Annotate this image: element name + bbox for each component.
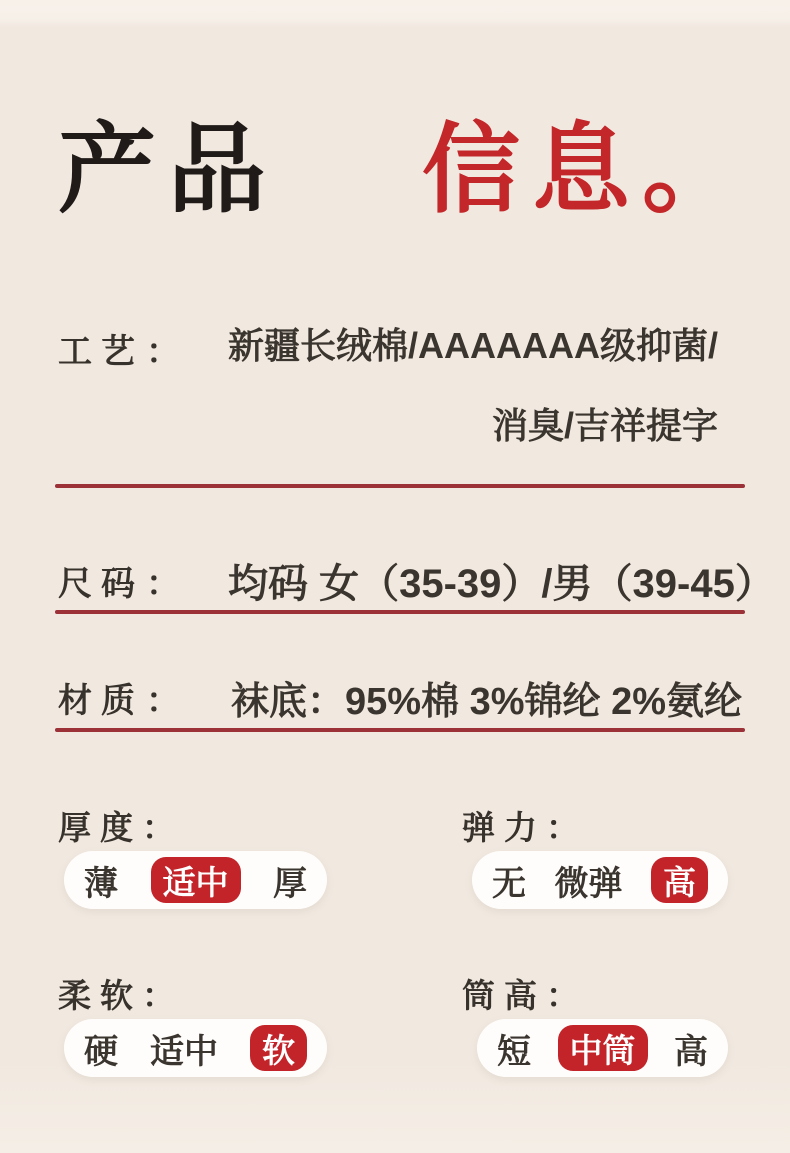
softness-label-colon: ： [142,977,175,1014]
elasticity-options-pill [472,851,728,909]
title-red-text: 信息。 [421,114,752,224]
craft-label-colon: ： [146,333,180,371]
thickness-label-text: 厚度 [58,809,142,846]
tube-height-option-short: 短 [497,1032,531,1071]
elasticity-option-none: 无 [492,864,526,903]
spec-row-material [58,670,745,725]
size-label-colon: ： [146,565,180,603]
tube-height-option-mid-selected-badge: 中筒 [558,1025,648,1071]
elasticity-option-slight: 微弹 [554,864,623,903]
tube-height-label-colon: ： [546,977,579,1014]
softness-label-text: 柔软 [58,977,142,1014]
thickness-option-thin: 薄 [84,864,118,903]
spec-row-craft [58,324,718,448]
softness-option-medium: 适中 [150,1032,218,1071]
divider-line [55,484,745,488]
page-title [58,116,752,224]
divider-line [55,610,745,614]
spec-row-size [58,552,775,609]
craft-label-text: 工艺 [58,333,144,371]
tube-height-option-high: 高 [674,1032,708,1071]
thickness-option-thick: 厚 [273,864,307,903]
tube-height-label [462,970,579,1017]
thickness-label-colon: ： [142,809,175,846]
title-black-text: 产品 [58,114,279,224]
craft-label [58,324,228,373]
softness-option-hard: 硬 [84,1032,118,1071]
craft-value-line2: 消臭/吉祥提字 [491,405,718,446]
elasticity-option-high-selected-badge: 高 [651,857,708,903]
size-label-text: 尺码 [58,565,144,603]
material-value: 袜底：95%棉 3%锦纶 2%氨纶 [230,681,742,723]
craft-values [228,324,718,448]
elasticity-label [462,802,579,849]
size-label [58,556,228,605]
craft-value-line1: 新疆长绒棉/AAAAAAA级抑菌/ [228,325,718,366]
material-label-text: 材质 [58,682,144,720]
thickness-label [58,802,175,849]
material-label-colon: ： [146,682,180,720]
material-label [58,673,228,722]
tube-height-label-text: 筒高 [462,977,546,1014]
size-value: 均码 女（35-39）/男（39-45） [228,562,775,606]
divider-line [55,728,745,732]
thickness-option-medium-selected-badge: 适中 [151,857,241,903]
tube-height-options-pill [477,1019,728,1077]
thickness-options-pill [64,851,327,909]
elasticity-label-text: 弹力 [462,809,546,846]
softness-option-soft-selected-badge: 软 [250,1025,307,1071]
elasticity-label-colon: ： [546,809,579,846]
softness-options-pill [64,1019,327,1077]
softness-label [58,970,175,1017]
